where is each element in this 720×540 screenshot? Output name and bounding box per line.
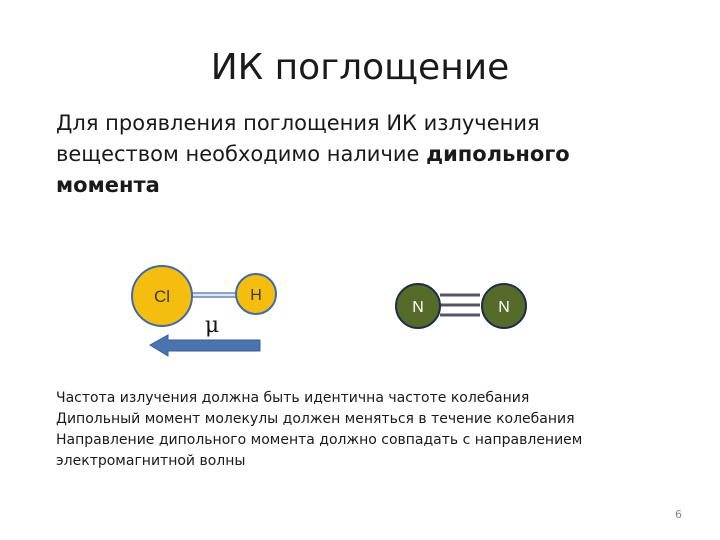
dipole-arrow	[150, 335, 260, 356]
note-line: Дипольный момент молекулы должен меняться в течение колебания	[56, 411, 575, 427]
slide-title: ИК поглощение	[210, 47, 510, 88]
note-line: Частота излучения должна быть идентична частоте колебания	[56, 390, 530, 406]
n2-molecule	[396, 284, 526, 328]
h-label: H	[250, 287, 262, 304]
notes-list	[56, 388, 676, 472]
n-label-left: N	[412, 299, 424, 316]
lead-text: Для проявления поглощения ИК излучения веществом необходимо наличие	[56, 111, 540, 166]
n-label-right: N	[498, 299, 510, 316]
lead-bold-term: дипольного момента	[56, 142, 570, 197]
note-line: Направление дипольного момента должно совпадать с направлением	[56, 432, 583, 448]
cl-label: Cl	[153, 287, 171, 306]
note-line: электромагнитной волны	[56, 453, 246, 469]
page-number: 6	[675, 508, 682, 521]
hcl-molecule	[132, 266, 276, 356]
dipole-symbol: μ	[204, 313, 220, 338]
